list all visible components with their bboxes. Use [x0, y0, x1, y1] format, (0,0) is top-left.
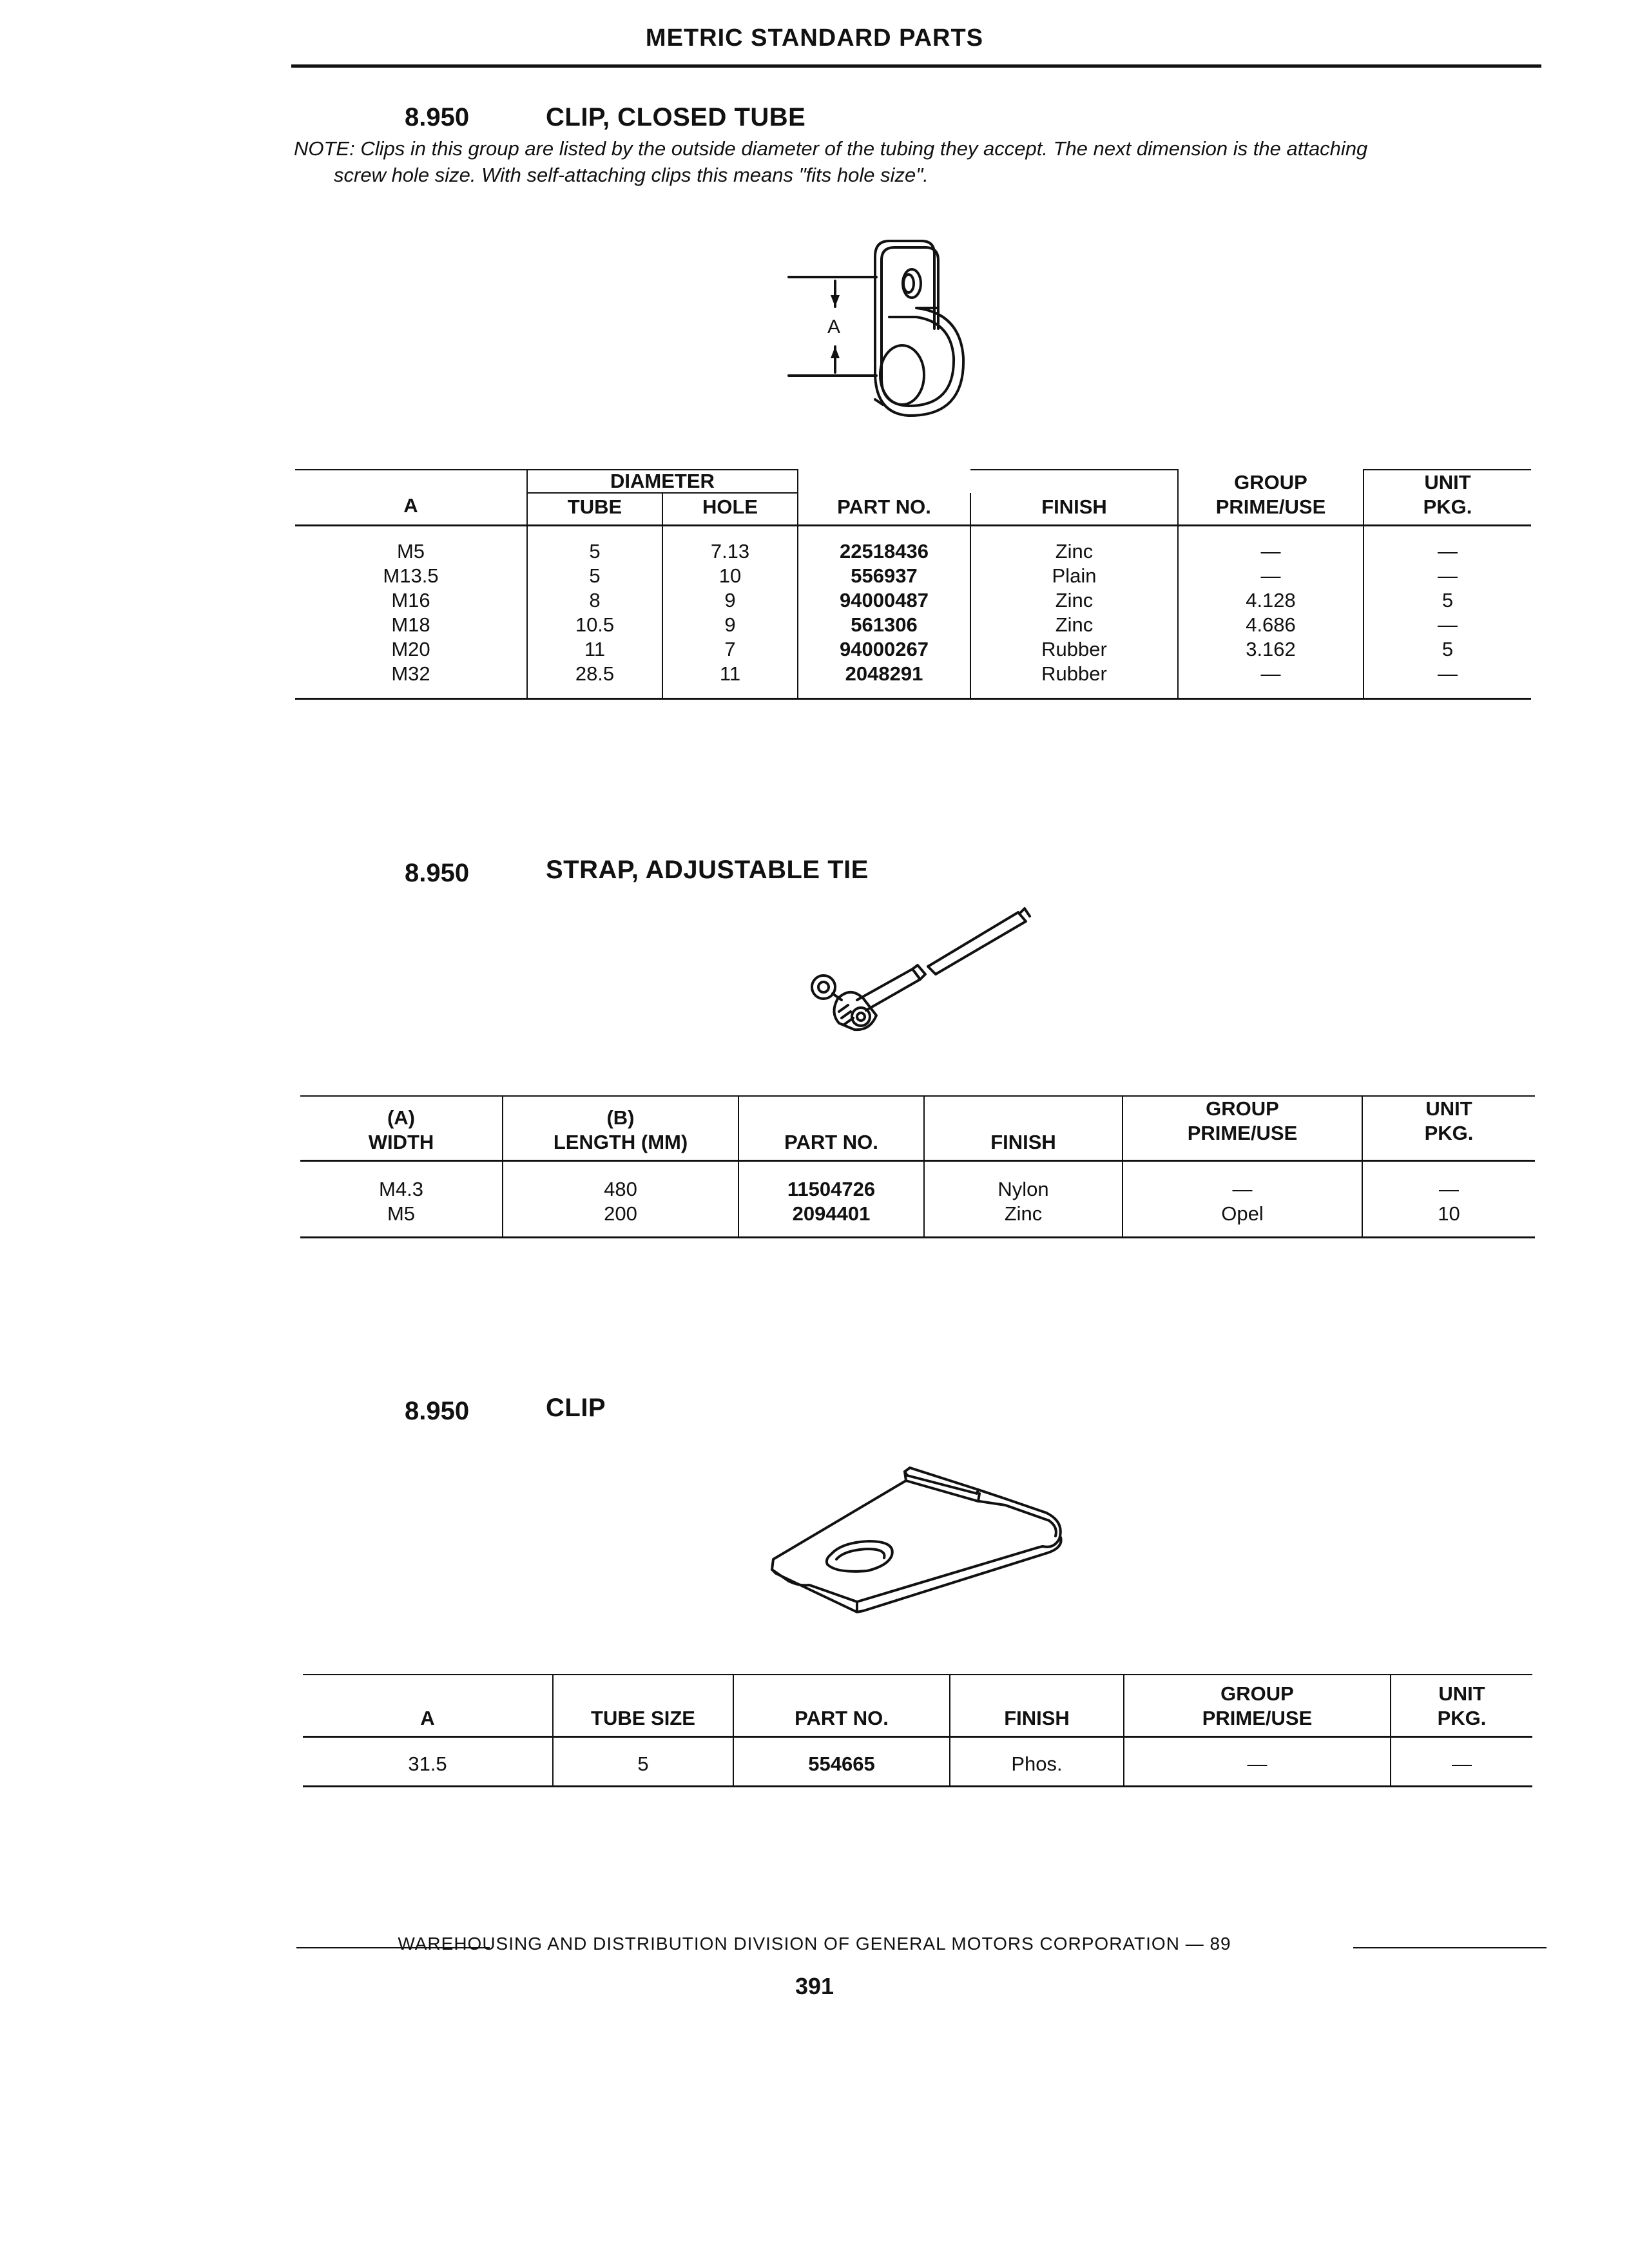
- width-header-line1: (A): [387, 1106, 416, 1129]
- unit-header-line1: UNIT: [1438, 1682, 1485, 1705]
- unit-cell: 5: [1364, 588, 1531, 613]
- group-cell: 3.162: [1178, 637, 1364, 662]
- part-no-header: PART NO.: [738, 1096, 924, 1161]
- finish-header: FINISH: [950, 1675, 1124, 1737]
- width-cell: M4.3: [379, 1178, 423, 1200]
- size-cell: M20: [391, 638, 430, 660]
- table-row: [295, 526, 1531, 564]
- tube-cell: 10.5: [527, 613, 662, 637]
- part-no-cell: 2048291: [798, 662, 970, 699]
- finish-cell: Plain: [970, 564, 1178, 588]
- group-cell: 4.128: [1178, 588, 1364, 613]
- section1-number: 8.950: [405, 103, 470, 131]
- length-cell: 200: [503, 1202, 738, 1238]
- width-cell: M5: [387, 1202, 416, 1225]
- unit-cell: —: [1391, 1737, 1532, 1787]
- finish-cell: Nylon: [924, 1161, 1123, 1202]
- finish-header: FINISH: [970, 493, 1178, 525]
- table-row: [300, 1202, 1535, 1238]
- part-no-header: PART NO.: [733, 1675, 950, 1737]
- unit-header-line1: UNIT: [1425, 1097, 1472, 1120]
- a-header: A: [403, 494, 418, 517]
- hole-cell: 7.13: [662, 526, 798, 564]
- note-line-2: screw hole size. With self-attaching clips this means "fits hole size".: [334, 164, 929, 186]
- size-cell: M16: [391, 589, 430, 611]
- group-header-line2: PRIME/USE: [1202, 1707, 1313, 1729]
- unit-cell: —: [1364, 613, 1531, 637]
- table-row: [295, 637, 1531, 662]
- unit-pkg-header: [1362, 1096, 1535, 1161]
- group-cell: —: [1178, 662, 1364, 699]
- part-no-cell: 556937: [798, 564, 970, 588]
- length-header-line2: LENGTH (MM): [553, 1131, 688, 1153]
- unit-pkg-header: [1391, 1675, 1532, 1737]
- clip-table: [303, 1674, 1532, 1787]
- length-cell: 480: [503, 1161, 738, 1202]
- unit-cell: 5: [1364, 637, 1531, 662]
- unit-pkg-header: [1364, 470, 1531, 526]
- group-header-line2: PRIME/USE: [1187, 1122, 1298, 1144]
- closed-tube-clip-illustration: [780, 232, 999, 438]
- part-no-cell: 22518436: [798, 526, 970, 564]
- header-rule: [291, 64, 1541, 68]
- size-cell: M5: [396, 540, 425, 562]
- unit-cell: —: [1364, 662, 1531, 699]
- flat-clip-illustration: [760, 1463, 1095, 1637]
- table-row: [295, 613, 1531, 637]
- group-cell: —: [1178, 564, 1364, 588]
- a-cell: 31.5: [408, 1753, 447, 1775]
- part-no-cell: 11504726: [738, 1161, 924, 1202]
- unit-cell: 10: [1362, 1202, 1535, 1238]
- table-row: [303, 1737, 1532, 1787]
- footer-text: WAREHOUSING AND DISTRIBUTION DIVISION OF GENERAL MOTORS CORPORATION — 89: [398, 1934, 1231, 1954]
- finish-cell: Phos.: [950, 1737, 1124, 1787]
- part-no-cell: 554665: [733, 1737, 950, 1787]
- group-cell: Opel: [1123, 1202, 1362, 1238]
- adjustable-tie-strap-illustration: [799, 902, 1044, 1050]
- part-no-cell: 94000267: [798, 637, 970, 662]
- section2-title: STRAP, ADJUSTABLE TIE: [546, 856, 869, 884]
- part-no-cell: 2094401: [738, 1202, 924, 1238]
- note-line-1: NOTE: Clips in this group are listed by the outside diameter of the tubing they accept. The next dimension is the attaching: [294, 137, 1368, 160]
- size-cell: M13.5: [383, 564, 439, 587]
- group-header-line1: GROUP: [1220, 1682, 1294, 1705]
- section3-number: 8.950: [405, 1397, 470, 1425]
- a-header: A: [303, 1675, 553, 1737]
- tube-header: TUBE: [527, 493, 662, 525]
- group-prime-use-header: [1123, 1096, 1362, 1161]
- hole-cell: 9: [662, 588, 798, 613]
- finish-header: FINISH: [924, 1096, 1123, 1161]
- hole-cell: 11: [662, 662, 798, 699]
- diameter-header: DIAMETER: [527, 470, 798, 493]
- tube-cell: 5: [527, 564, 662, 588]
- table-row: [295, 662, 1531, 699]
- finish-cell: Zinc: [970, 613, 1178, 637]
- section1-note: [294, 135, 1550, 188]
- part-no-header: PART NO.: [798, 493, 970, 525]
- finish-cell: Rubber: [970, 662, 1178, 699]
- unit-header-line2: PKG.: [1424, 1122, 1474, 1144]
- hole-header: HOLE: [662, 493, 798, 525]
- hole-cell: 7: [662, 637, 798, 662]
- group-header-line1: GROUP: [1206, 1097, 1279, 1120]
- width-header-line2: WIDTH: [368, 1131, 434, 1153]
- unit-cell: —: [1364, 564, 1531, 588]
- hole-cell: 10: [662, 564, 798, 588]
- length-header-line1: (B): [606, 1106, 635, 1129]
- size-cell: M18: [391, 613, 430, 636]
- part-no-cell: 561306: [798, 613, 970, 637]
- group-cell: —: [1124, 1737, 1391, 1787]
- tube-cell: 11: [527, 637, 662, 662]
- tube-cell: 28.5: [527, 662, 662, 699]
- unit-cell: —: [1364, 526, 1531, 564]
- unit-header-line2: PKG.: [1423, 495, 1472, 518]
- width-header: [300, 1096, 503, 1161]
- group-cell: —: [1178, 526, 1364, 564]
- finish-cell: Rubber: [970, 637, 1178, 662]
- tube-cell: 8: [527, 588, 662, 613]
- finish-cell: Zinc: [970, 588, 1178, 613]
- unit-header-line1: UNIT: [1424, 471, 1471, 494]
- finish-cell: Zinc: [970, 526, 1178, 564]
- unit-cell: —: [1362, 1161, 1535, 1202]
- section3-title: CLIP: [546, 1394, 606, 1422]
- dimension-label-a: A: [827, 316, 841, 338]
- table-row: [300, 1161, 1535, 1202]
- group-cell: 4.686: [1178, 613, 1364, 637]
- section1-title: CLIP, CLOSED TUBE: [546, 103, 806, 131]
- tube-size-cell: 5: [553, 1737, 733, 1787]
- page-number: 391: [795, 1973, 834, 1999]
- part-no-cell: 94000487: [798, 588, 970, 613]
- length-header: [503, 1096, 738, 1161]
- group-header-line2: PRIME/USE: [1215, 495, 1326, 518]
- size-cell: M32: [391, 662, 430, 685]
- section2-number: 8.950: [405, 859, 470, 887]
- table-row: [295, 588, 1531, 613]
- group-prime-use-header: [1178, 470, 1364, 526]
- tie-strap-table: [300, 1095, 1535, 1238]
- hole-cell: 9: [662, 613, 798, 637]
- page-header-title: METRIC STANDARD PARTS: [645, 24, 984, 52]
- unit-header-line2: PKG.: [1437, 1707, 1487, 1729]
- group-header-line1: GROUP: [1234, 471, 1307, 494]
- group-prime-use-header: [1124, 1675, 1391, 1737]
- tube-cell: 5: [527, 526, 662, 564]
- table-row: [295, 564, 1531, 588]
- finish-cell: Zinc: [924, 1202, 1123, 1238]
- group-cell: —: [1123, 1161, 1362, 1202]
- tube-size-header: TUBE SIZE: [553, 1675, 733, 1737]
- closed-tube-clip-table: [295, 469, 1531, 700]
